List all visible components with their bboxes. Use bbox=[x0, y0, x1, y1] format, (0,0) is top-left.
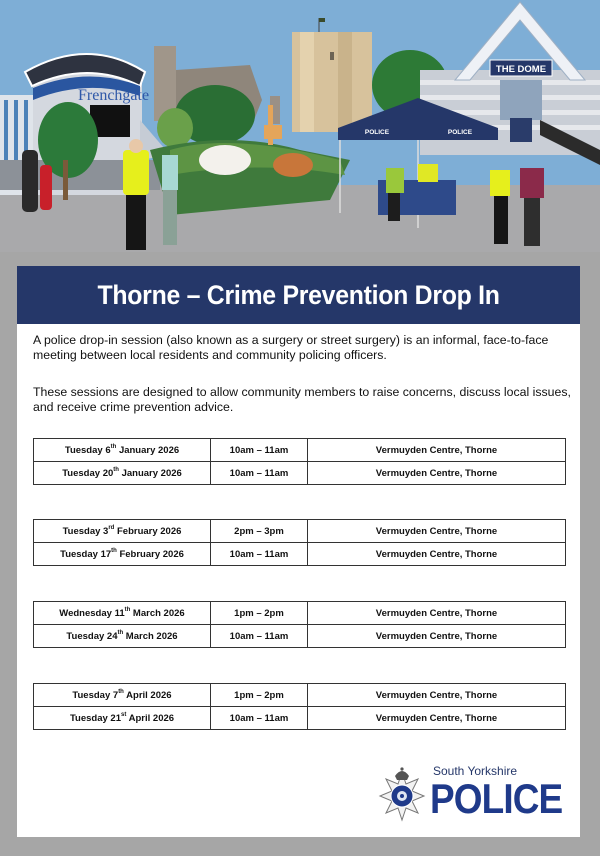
session-date: Tuesday 21st April 2026 bbox=[34, 707, 211, 730]
schedule-table-april bbox=[33, 683, 566, 730]
session-location: Vermuyden Centre, Thorne bbox=[308, 625, 566, 648]
conisbrough-keep bbox=[292, 18, 372, 132]
logo-title: POLICE bbox=[430, 775, 563, 822]
session-time: 10am – 11am bbox=[211, 462, 308, 485]
hero-illustration bbox=[0, 0, 600, 252]
session-date: Tuesday 24th March 2026 bbox=[34, 625, 211, 648]
session-date: Tuesday 7th April 2026 bbox=[34, 684, 211, 707]
page-title: Thorne – Crime Prevention Drop In bbox=[97, 279, 500, 310]
table-row bbox=[34, 684, 566, 707]
session-date: Tuesday 17th February 2026 bbox=[34, 543, 211, 566]
session-time: 10am – 11am bbox=[211, 543, 308, 566]
table-row bbox=[34, 543, 566, 566]
session-date: Tuesday 6th January 2026 bbox=[34, 439, 211, 462]
session-location: Vermuyden Centre, Thorne bbox=[308, 439, 566, 462]
title-banner bbox=[17, 266, 580, 324]
session-location: Vermuyden Centre, Thorne bbox=[308, 602, 566, 625]
logo-subtitle: South Yorkshire bbox=[433, 764, 518, 778]
session-date: Wednesday 11th March 2026 bbox=[34, 602, 211, 625]
lion bbox=[273, 153, 313, 177]
session-time: 10am – 11am bbox=[211, 707, 308, 730]
schedule-table-march bbox=[33, 601, 566, 648]
session-time: 10am – 11am bbox=[211, 439, 308, 462]
intro-paragraph-1: A police drop-in session (also known as a surgery or street surgery) is an informal, face-to-face meeting between local residents and community policing officers. bbox=[33, 333, 549, 362]
session-time: 1pm – 2pm bbox=[211, 602, 308, 625]
schedule-table-january bbox=[33, 438, 566, 485]
frenchgate-sign: Frenchgate bbox=[78, 87, 150, 104]
table-row bbox=[34, 462, 566, 485]
session-location: Vermuyden Centre, Thorne bbox=[308, 707, 566, 730]
south-yorkshire-police-logo bbox=[377, 760, 577, 830]
schedule-table-february bbox=[33, 519, 566, 566]
table-row bbox=[34, 602, 566, 625]
table-row bbox=[34, 439, 566, 462]
svg-text:POLICE: POLICE bbox=[364, 129, 390, 136]
session-location: Vermuyden Centre, Thorne bbox=[308, 543, 566, 566]
content-panel bbox=[17, 266, 580, 837]
polar-bear bbox=[199, 145, 251, 175]
svg-text:POLICE: POLICE bbox=[447, 129, 473, 136]
table-row bbox=[34, 707, 566, 730]
session-date: Tuesday 3rd February 2026 bbox=[34, 520, 211, 543]
table-row bbox=[34, 520, 566, 543]
session-date: Tuesday 20th January 2026 bbox=[34, 462, 211, 485]
session-location: Vermuyden Centre, Thorne bbox=[308, 684, 566, 707]
session-time: 2pm – 3pm bbox=[211, 520, 308, 543]
session-time: 1pm – 2pm bbox=[211, 684, 308, 707]
dome-sign: THE DOME bbox=[495, 64, 547, 75]
table-row bbox=[34, 625, 566, 648]
police-star-badge-icon bbox=[377, 766, 427, 822]
intro-paragraph-2: These sessions are designed to allow community members to raise concerns, discuss local issues, and receive crime prevention advice. bbox=[33, 385, 571, 414]
session-location: Vermuyden Centre, Thorne bbox=[308, 520, 566, 543]
session-location: Vermuyden Centre, Thorne bbox=[308, 462, 566, 485]
session-time: 10am – 11am bbox=[211, 625, 308, 648]
